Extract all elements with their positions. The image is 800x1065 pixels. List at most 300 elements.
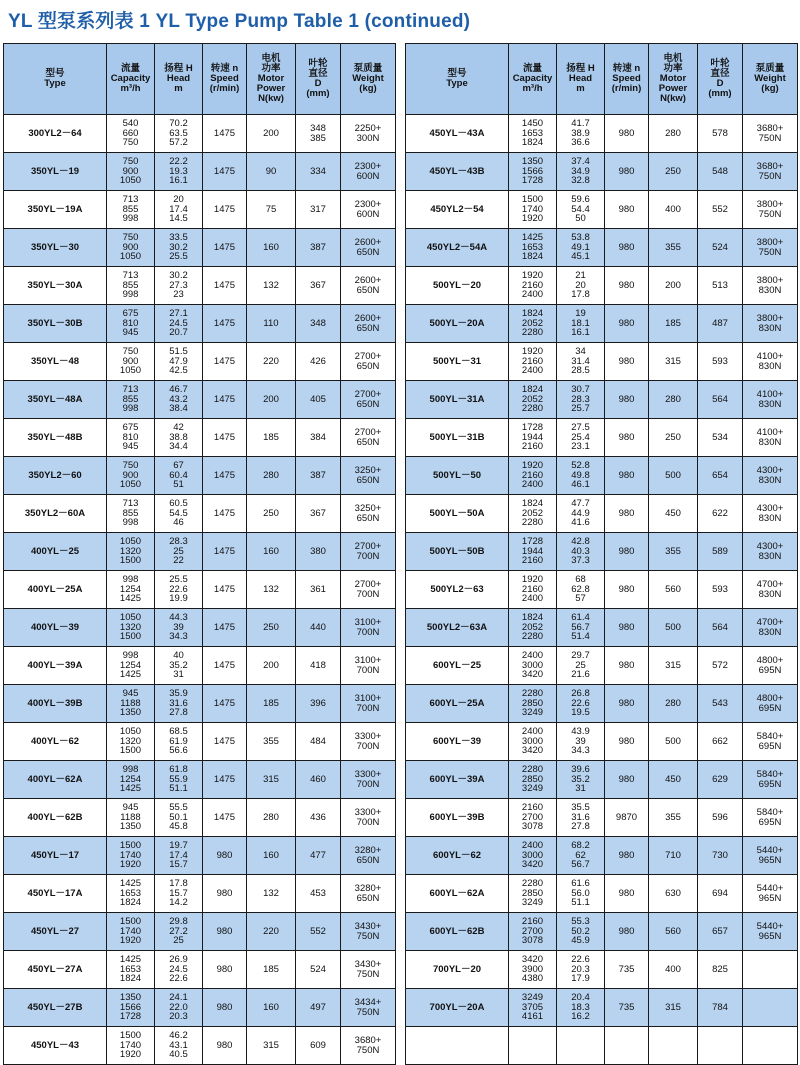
- cell-capacity-line: 900: [122, 355, 139, 367]
- cell-type: 600YL－62A: [406, 875, 509, 913]
- cell-speed: 1475: [203, 419, 247, 457]
- cell-power: 250: [247, 609, 296, 647]
- cell-weight: [341, 799, 396, 837]
- cell-head-line: 62.8: [571, 583, 590, 595]
- table-row: [406, 723, 798, 761]
- cell-capacity-line: 3420: [521, 954, 544, 966]
- cell-diameter: [296, 419, 341, 457]
- cell-head: [557, 875, 605, 913]
- cell-capacity: [107, 419, 155, 457]
- cell-capacity-line: 1824: [521, 498, 544, 510]
- cell-head: [557, 419, 605, 457]
- cell-capacity-line: 1944: [521, 431, 544, 443]
- cell-type: 600YL－39: [406, 723, 509, 761]
- table-row: [406, 381, 798, 419]
- cell-weight-line: 4700+: [756, 617, 784, 628]
- cell-capacity-line: 1920: [521, 346, 544, 358]
- cell-speed: 1475: [203, 799, 247, 837]
- cell-capacity: [107, 761, 155, 799]
- cell-speed: 980: [605, 837, 649, 875]
- cell-speed: 1475: [203, 115, 247, 153]
- table-row: [406, 685, 798, 723]
- cell-head-line: 51.4: [571, 631, 590, 643]
- cell-head: [557, 457, 605, 495]
- cell-capacity-line: 750: [122, 460, 139, 472]
- cell-weight: [743, 761, 798, 799]
- cell-capacity-line: 1425: [521, 232, 544, 244]
- cell-weight-line: 650N: [356, 892, 380, 904]
- cell-capacity: [509, 343, 557, 381]
- cell-weight-line: 695N: [758, 740, 782, 752]
- cell-diameter: [698, 153, 743, 191]
- cell-head-line: 27.3: [169, 279, 188, 291]
- cell-diameter: [698, 647, 743, 685]
- cell-head: [155, 1027, 203, 1065]
- cell-head-line: 21.6: [571, 669, 590, 681]
- cell-weight: [341, 875, 396, 913]
- cell-diameter-line: 487: [712, 317, 728, 329]
- cell-capacity: [107, 229, 155, 267]
- cell-capacity-line: 2052: [521, 621, 544, 633]
- cell-speed: 980: [203, 837, 247, 875]
- cell-capacity: [509, 115, 557, 153]
- cell-power: 250: [649, 419, 698, 457]
- table-row: [4, 229, 396, 267]
- cell-capacity-line: 750: [122, 137, 139, 149]
- cell-weight: [341, 609, 396, 647]
- cell-weight: [743, 723, 798, 761]
- cell-head-line: 15.7: [169, 859, 188, 871]
- cell-head-line: 32.8: [571, 175, 590, 187]
- cell-weight-line: 830N: [758, 284, 782, 296]
- cell-capacity-line: 1740: [119, 1039, 142, 1051]
- cell-diameter: [296, 305, 341, 343]
- cell-weight: [743, 571, 798, 609]
- header-power-line: Motor: [659, 73, 687, 84]
- empty-cell: [406, 1027, 509, 1065]
- header-row: [4, 44, 396, 115]
- cell-weight-line: 650N: [356, 398, 380, 410]
- cell-capacity-line: 1254: [119, 659, 142, 671]
- cell-head-line: 20.4: [571, 992, 590, 1004]
- cell-speed: 980: [605, 761, 649, 799]
- cell-capacity-line: 2400: [521, 289, 544, 301]
- cell-weight-line: 750N: [758, 132, 782, 144]
- cell-type: 450YL－27B: [4, 989, 107, 1027]
- cell-speed: 1475: [203, 609, 247, 647]
- cell-capacity-line: 2052: [521, 317, 544, 329]
- cell-head: [155, 381, 203, 419]
- cell-speed: 1475: [203, 305, 247, 343]
- cell-head-line: 27.8: [169, 707, 188, 719]
- cell-type: 600YL－62: [406, 837, 509, 875]
- cell-capacity: [107, 267, 155, 305]
- cell-head-line: 16.1: [571, 327, 590, 339]
- cell-weight-line: 4800+: [756, 693, 784, 704]
- cell-diameter: [698, 419, 743, 457]
- cell-capacity-line: 1254: [119, 773, 142, 785]
- cell-diameter-line: 384: [310, 431, 326, 443]
- cell-capacity-line: 1728: [521, 422, 544, 434]
- table-row: [4, 191, 396, 229]
- cell-diameter-line: 578: [712, 127, 728, 139]
- cell-capacity-line: 2280: [521, 878, 544, 890]
- cell-head: [557, 343, 605, 381]
- cell-type: 500YL－31A: [406, 381, 509, 419]
- cell-speed: 980: [605, 153, 649, 191]
- header-power-line: Motor: [257, 73, 285, 84]
- cell-power: 355: [247, 723, 296, 761]
- cell-head-line: 41.7: [571, 118, 590, 130]
- cell-capacity-line: 1920: [119, 859, 142, 871]
- cell-type: 350YL－19A: [4, 191, 107, 229]
- cell-head-line: 25: [173, 545, 184, 557]
- cell-head: [557, 495, 605, 533]
- cell-speed: 980: [605, 267, 649, 305]
- cell-power: 160: [247, 229, 296, 267]
- cell-capacity-line: 1824: [521, 612, 544, 624]
- cell-power: 500: [649, 723, 698, 761]
- cell-type: 400YL－39A: [4, 647, 107, 685]
- cell-capacity: [107, 799, 155, 837]
- cell-diameter: [698, 533, 743, 571]
- cell-weight-line: 650N: [356, 284, 380, 296]
- header-speed: [203, 44, 247, 115]
- cell-diameter: [296, 989, 341, 1027]
- header-diameter-line: D: [314, 78, 322, 89]
- cell-capacity-line: 855: [122, 279, 139, 291]
- header-weight: [341, 44, 396, 115]
- cell-capacity: [509, 799, 557, 837]
- cell-capacity-line: 810: [122, 431, 139, 443]
- header-speed-line: Speed: [210, 73, 239, 84]
- cell-type: 350YL－48B: [4, 419, 107, 457]
- cell-capacity-line: 1425: [119, 878, 142, 890]
- cell-capacity: [107, 875, 155, 913]
- cell-type: 400YL－25A: [4, 571, 107, 609]
- cell-power: 315: [649, 343, 698, 381]
- cell-diameter-line: 387: [310, 241, 326, 253]
- cell-capacity: [107, 685, 155, 723]
- cell-diameter-line: 453: [310, 887, 326, 899]
- cell-capacity-line: 3000: [521, 659, 544, 671]
- cell-weight: [341, 191, 396, 229]
- cell-weight: [341, 837, 396, 875]
- cell-diameter-line: 513: [712, 279, 728, 291]
- cell-head-line: 57.2: [169, 137, 188, 149]
- cell-speed: 1475: [203, 533, 247, 571]
- cell-weight-line: 3680+: [756, 123, 784, 134]
- cell-weight-line: 650N: [356, 246, 380, 258]
- cell-power: 200: [247, 115, 296, 153]
- cell-capacity-line: 3000: [521, 735, 544, 747]
- cell-capacity-line: 2400: [521, 726, 544, 738]
- header-type-line: Type: [44, 78, 66, 89]
- cell-capacity-line: 3900: [521, 963, 544, 975]
- cell-head-line: 20: [173, 194, 184, 206]
- cell-head-line: 39: [173, 621, 184, 633]
- cell-diameter-line: 497: [310, 1001, 326, 1013]
- cell-capacity-line: 1740: [521, 203, 544, 215]
- cell-weight: [743, 837, 798, 875]
- cell-capacity-line: 1653: [119, 963, 142, 975]
- cell-diameter-line: 440: [310, 621, 326, 633]
- cell-capacity-line: 1653: [521, 241, 544, 253]
- cell-diameter-line: 396: [310, 697, 326, 709]
- cell-diameter: [698, 875, 743, 913]
- cell-head: [557, 153, 605, 191]
- cell-head-line: 51.1: [571, 897, 590, 909]
- cell-diameter: [296, 875, 341, 913]
- cell-power: 250: [247, 495, 296, 533]
- table-row: [4, 647, 396, 685]
- cell-capacity-line: 3420: [521, 669, 544, 681]
- cell-diameter-line: 629: [712, 773, 728, 785]
- cell-head-line: 26.8: [571, 688, 590, 700]
- cell-head-line: 18.1: [571, 317, 590, 329]
- cell-weight: [743, 951, 798, 989]
- cell-capacity-line: 2280: [521, 517, 544, 529]
- cell-head: [155, 267, 203, 305]
- cell-capacity-line: 2400: [521, 479, 544, 491]
- cell-capacity: [509, 153, 557, 191]
- cell-head: [557, 685, 605, 723]
- cell-head-line: 18.3: [571, 1001, 590, 1013]
- cell-capacity-line: 4161: [521, 1011, 544, 1023]
- cell-capacity-line: 998: [122, 574, 139, 586]
- table-row: [4, 951, 396, 989]
- cell-type: 400YL－62: [4, 723, 107, 761]
- cell-power: 185: [247, 951, 296, 989]
- cell-head-line: 34.9: [571, 165, 590, 177]
- cell-head: [155, 761, 203, 799]
- cell-diameter-line: 380: [310, 545, 326, 557]
- cell-head-line: 46.7: [169, 384, 188, 396]
- cell-capacity: [509, 685, 557, 723]
- header-power-line: Power: [658, 83, 688, 94]
- cell-weight: [341, 951, 396, 989]
- cell-diameter-line: 524: [310, 963, 326, 975]
- cell-weight-line: 4300+: [756, 541, 784, 552]
- cell-capacity-line: 750: [122, 232, 139, 244]
- table-row: [4, 685, 396, 723]
- table-row: [406, 875, 798, 913]
- cell-speed: 1475: [203, 457, 247, 495]
- cell-head: [557, 267, 605, 305]
- cell-type: 600YL－39B: [406, 799, 509, 837]
- cell-power: 185: [247, 419, 296, 457]
- header-speed-line: Speed: [612, 73, 641, 84]
- cell-head-line: 39: [575, 735, 586, 747]
- cell-weight: [743, 685, 798, 723]
- empty-cell: [509, 1027, 557, 1065]
- cell-head-line: 16.1: [169, 175, 188, 187]
- cell-head-line: 56.0: [571, 887, 590, 899]
- cell-capacity: [107, 381, 155, 419]
- cell-head-line: 22: [173, 555, 184, 567]
- cell-power: 355: [649, 533, 698, 571]
- cell-speed: 1475: [203, 647, 247, 685]
- cell-capacity-line: 1824: [521, 137, 544, 149]
- table-row: [4, 609, 396, 647]
- cell-diameter: [296, 267, 341, 305]
- cell-capacity-line: 1728: [521, 536, 544, 548]
- table-row: [406, 647, 798, 685]
- cell-capacity-line: 2400: [521, 650, 544, 662]
- cell-diameter-line: 662: [712, 735, 728, 747]
- cell-weight-line: 750N: [758, 170, 782, 182]
- cell-capacity-line: 660: [122, 127, 139, 139]
- cell-speed: 980: [605, 495, 649, 533]
- cell-capacity: [509, 305, 557, 343]
- cell-weight-line: 700N: [356, 778, 380, 790]
- cell-head-line: 42.5: [169, 365, 188, 377]
- cell-head-line: 46.1: [571, 479, 590, 491]
- cell-power: 220: [247, 913, 296, 951]
- cell-capacity-line: 2160: [521, 802, 544, 814]
- cell-weight: [743, 533, 798, 571]
- cell-diameter-line: 484: [310, 735, 326, 747]
- pump-table-right: [405, 43, 798, 1065]
- cell-diameter: [698, 989, 743, 1027]
- cell-type: 350YL2－60: [4, 457, 107, 495]
- cell-head-line: 52.8: [571, 460, 590, 472]
- cell-weight-line: 695N: [758, 664, 782, 676]
- header-diameter-line: 叶轮: [308, 58, 328, 69]
- cell-head-line: 61.6: [571, 878, 590, 890]
- header-speed: [605, 44, 649, 115]
- cell-weight-line: 830N: [758, 360, 782, 372]
- cell-head-line: 25: [575, 659, 586, 671]
- cell-power: 132: [247, 571, 296, 609]
- cell-type: 350YL－48A: [4, 381, 107, 419]
- cell-head-line: 54.5: [169, 507, 188, 519]
- cell-head-line: 45.1: [571, 251, 590, 263]
- cell-capacity-line: 2850: [521, 773, 544, 785]
- cell-weight-line: 4300+: [756, 465, 784, 476]
- cell-capacity-line: 1500: [119, 916, 142, 928]
- table-row: [4, 153, 396, 191]
- cell-diameter: [296, 495, 341, 533]
- cell-diameter-line: 436: [310, 811, 326, 823]
- cell-type: 500YL－31: [406, 343, 509, 381]
- cell-head-line: 35.5: [571, 802, 590, 814]
- cell-weight: [341, 495, 396, 533]
- cell-type: 400YL－62B: [4, 799, 107, 837]
- cell-capacity-line: 3078: [521, 821, 544, 833]
- cell-head-line: 60.5: [169, 498, 188, 510]
- cell-capacity: [107, 457, 155, 495]
- cell-diameter: [296, 723, 341, 761]
- cell-head: [155, 533, 203, 571]
- cell-weight: [341, 153, 396, 191]
- cell-head-line: 20.7: [169, 327, 188, 339]
- cell-capacity: [107, 989, 155, 1027]
- cell-weight-line: 700N: [356, 664, 380, 676]
- cell-head-line: 20.3: [169, 1011, 188, 1023]
- cell-head-line: 60.4: [169, 469, 188, 481]
- cell-power: 500: [649, 457, 698, 495]
- cell-diameter-line: 367: [310, 279, 326, 291]
- cell-capacity-line: 998: [122, 403, 139, 415]
- cell-head-line: 31.4: [571, 355, 590, 367]
- cell-head-line: 43.1: [169, 1039, 188, 1051]
- cell-diameter-line: 405: [310, 393, 326, 405]
- cell-speed: 1475: [203, 685, 247, 723]
- cell-capacity-line: 1450: [521, 118, 544, 130]
- header-diameter: [698, 44, 743, 115]
- cell-head-line: 31.6: [169, 697, 188, 709]
- table-row: [406, 533, 798, 571]
- cell-head-line: 51.5: [169, 346, 188, 358]
- cell-type: 700YL－20A: [406, 989, 509, 1027]
- cell-head: [557, 723, 605, 761]
- cell-head-line: 47.9: [169, 355, 188, 367]
- cell-head: [557, 837, 605, 875]
- page-title: YL 型泵系列表 1 YL Type Pump Table 1 (continued): [8, 11, 471, 32]
- header-head-line: m: [576, 83, 585, 94]
- cell-weight-line: 3280+: [354, 845, 382, 856]
- cell-diameter-line: 460: [310, 773, 326, 785]
- cell-weight: [341, 115, 396, 153]
- cell-weight: [743, 989, 798, 1027]
- cell-weight: [743, 115, 798, 153]
- cell-capacity: [509, 191, 557, 229]
- table-row: [406, 989, 798, 1027]
- cell-head-line: 27.1: [169, 308, 188, 320]
- cell-power: 280: [247, 457, 296, 495]
- cell-head-line: 34: [575, 346, 586, 358]
- cell-capacity: [107, 495, 155, 533]
- cell-weight: [743, 875, 798, 913]
- cell-head-line: 25.4: [571, 431, 590, 443]
- cell-capacity-line: 3705: [521, 1001, 544, 1013]
- cell-capacity-line: 750: [122, 156, 139, 168]
- cell-speed: 980: [605, 723, 649, 761]
- cell-diameter-line: 543: [712, 697, 728, 709]
- cell-capacity-line: 3249: [521, 707, 544, 719]
- cell-weight: [743, 191, 798, 229]
- header-power: [247, 44, 296, 115]
- cell-type: 500YL－50A: [406, 495, 509, 533]
- cell-power: 280: [649, 685, 698, 723]
- table-row: [406, 419, 798, 457]
- cell-capacity-line: 810: [122, 317, 139, 329]
- cell-weight: [743, 799, 798, 837]
- header-weight-line: (kg): [761, 83, 779, 94]
- cell-head-line: 29.7: [571, 650, 590, 662]
- cell-capacity-line: 1920: [521, 574, 544, 586]
- cell-capacity-line: 1188: [120, 811, 141, 823]
- cell-head-line: 31.6: [571, 811, 590, 823]
- cell-head: [155, 989, 203, 1027]
- table-row: [406, 457, 798, 495]
- cell-head-line: 27.5: [571, 422, 590, 434]
- cell-head: [557, 609, 605, 647]
- cell-head: [557, 305, 605, 343]
- table-row: [406, 153, 798, 191]
- cell-head-line: 25: [173, 935, 184, 947]
- cell-weight: [743, 153, 798, 191]
- header-speed-line: 转速 n: [612, 63, 641, 74]
- cell-type: 600YL－25: [406, 647, 509, 685]
- cell-capacity-line: 1425: [119, 669, 142, 681]
- cell-weight: [743, 609, 798, 647]
- cell-power: 132: [247, 267, 296, 305]
- cell-capacity-line: 2052: [521, 393, 544, 405]
- cell-head: [557, 229, 605, 267]
- cell-head-line: 19.7: [169, 840, 188, 852]
